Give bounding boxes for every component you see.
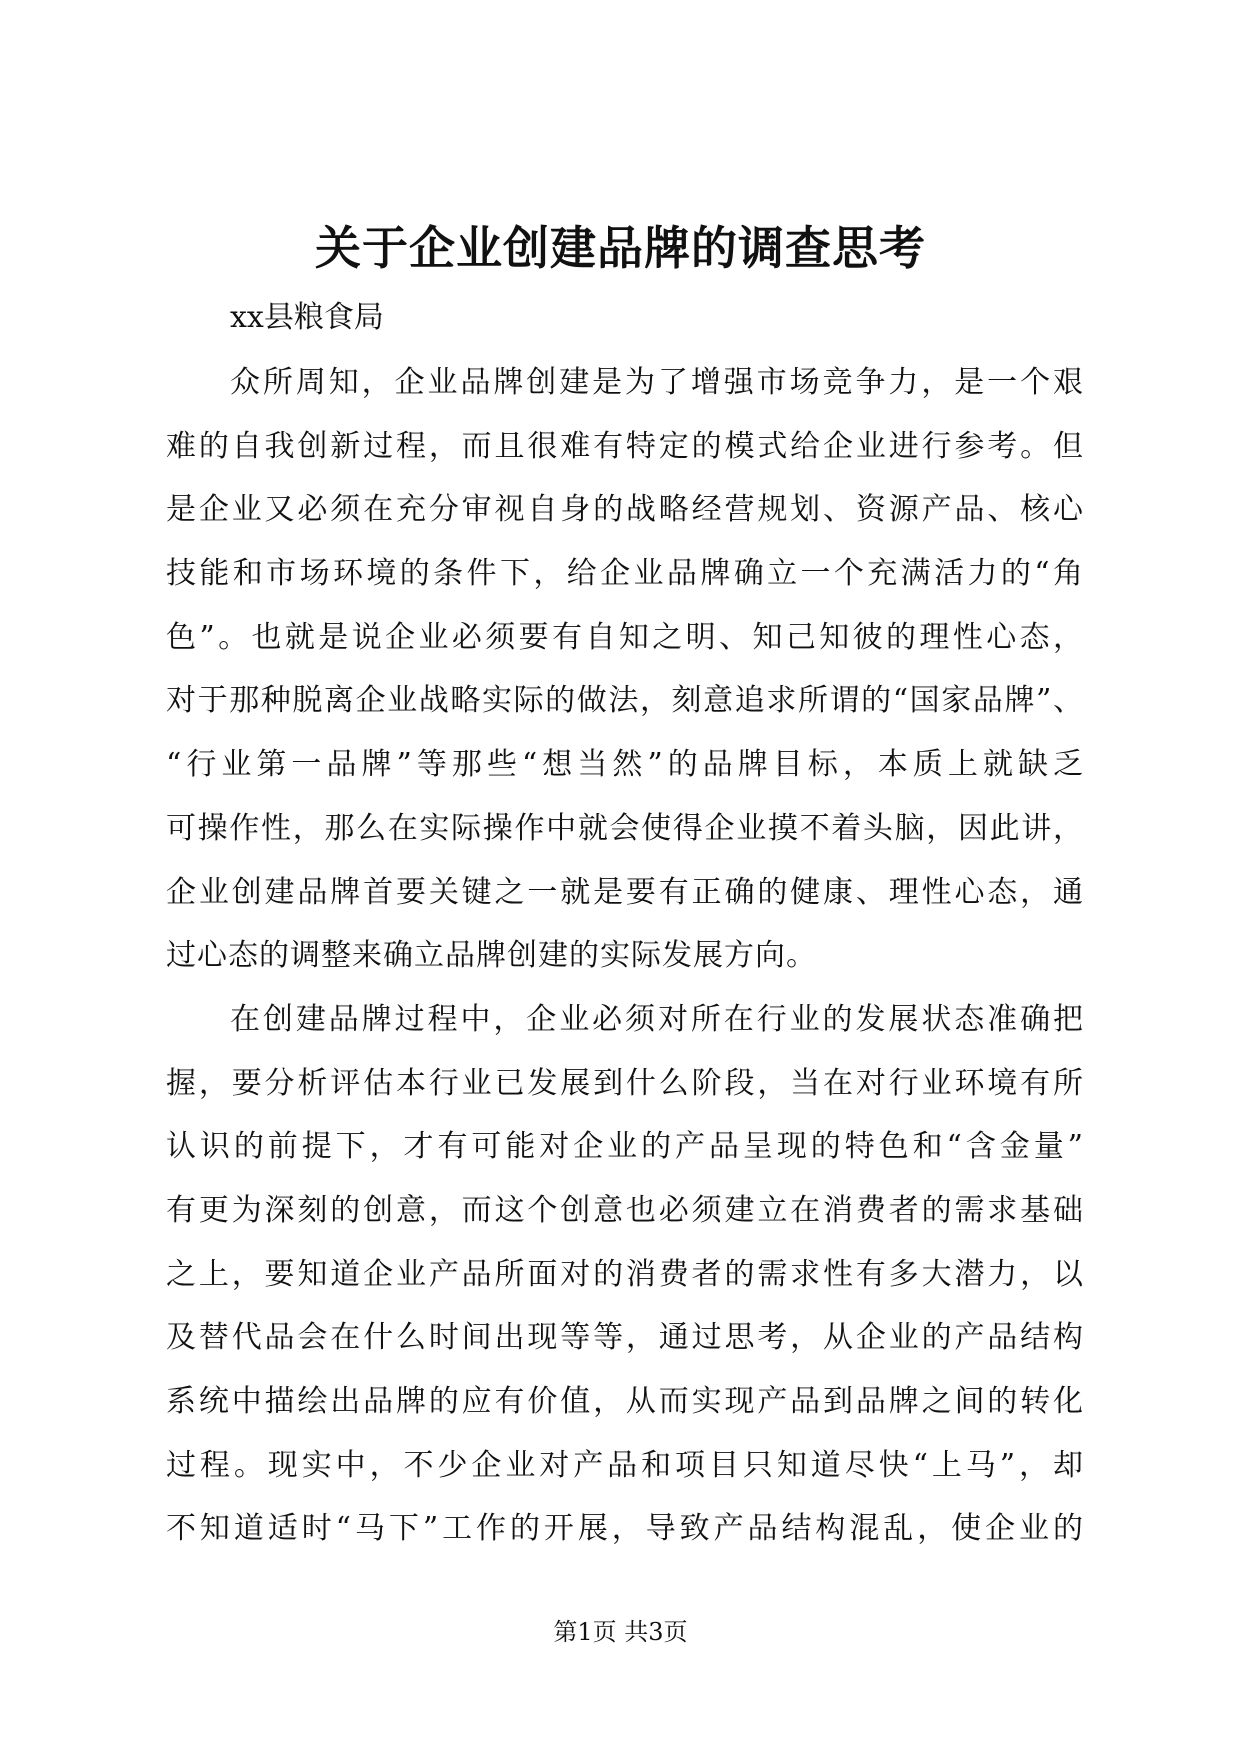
text-line: 过心态的调整来确立品牌创建的实际发展方向。 [166,938,817,974]
text-line: 企业创建品牌首要关键之一就是要有正确的健康、理性心态，通 [166,874,1084,910]
text-line: 难的自我创新过程，而且很难有特定的模式给企业进行参考。但 [166,428,1084,464]
text-line: 有更为深刻的创意，而这个创意也必须建立在消费者的需求基础 [166,1192,1084,1228]
text-line: 及替代品会在什么时间出现等等，通过思考，从企业的产品结构 [166,1320,1084,1356]
text-line: 对于那种脱离企业战略实际的做法，刻意追求所谓的“国家品牌”、 [166,683,1084,719]
text-line: 之上，要知道企业产品所面对的消费者的需求性有多大潜力，以 [166,1256,1084,1292]
text-line: 握，要分析评估本行业已发展到什么阶段，当在对行业环境有所 [166,1065,1084,1101]
document-body [166,358,1084,1568]
text-line: “行业第一品牌”等那些“想当然”的品牌目标，本质上就缺乏 [166,747,1084,783]
text-line: 可操作性，那么在实际操作中就会使得企业摸不着头脑，因此讲， [166,810,1084,846]
text-line: 色”。也就是说企业必须要有自知之明、知己知彼的理性心态， [166,619,1084,655]
text-line: 系统中描绘出品牌的应有价值，从而实现产品到品牌之间的转化 [166,1384,1084,1419]
document-title: 关于企业创建品牌的调查思考 [315,221,926,275]
paragraph [166,995,1084,1568]
text-line: 过程。现实中，不少企业对产品和项目只知道尽快“上马”，却 [166,1447,1084,1483]
text-line: 技能和市场环境的条件下，给企业品牌确立一个充满活力的“角 [166,556,1084,592]
text-line: 不知道适时“马下”工作的开展，导致产品结构混乱，使企业的 [166,1511,1084,1547]
text-line: 众所周知，企业品牌创建是为了增强市场竞争力，是一个艰 [230,365,1084,400]
text-line: 在创建品牌过程中，企业必须对所在行业的发展状态准确把 [230,1001,1084,1037]
paragraph [166,358,1084,995]
text-line: 是企业又必须在充分审视自身的战略经营规划、资源产品、核心 [166,492,1084,528]
document-author: xx县粮食局 [230,300,384,335]
text-line: 认识的前提下，才有可能对企业的产品呈现的特色和“含金量” [166,1129,1084,1165]
page-footer: 第1页 共3页 [553,1618,688,1646]
